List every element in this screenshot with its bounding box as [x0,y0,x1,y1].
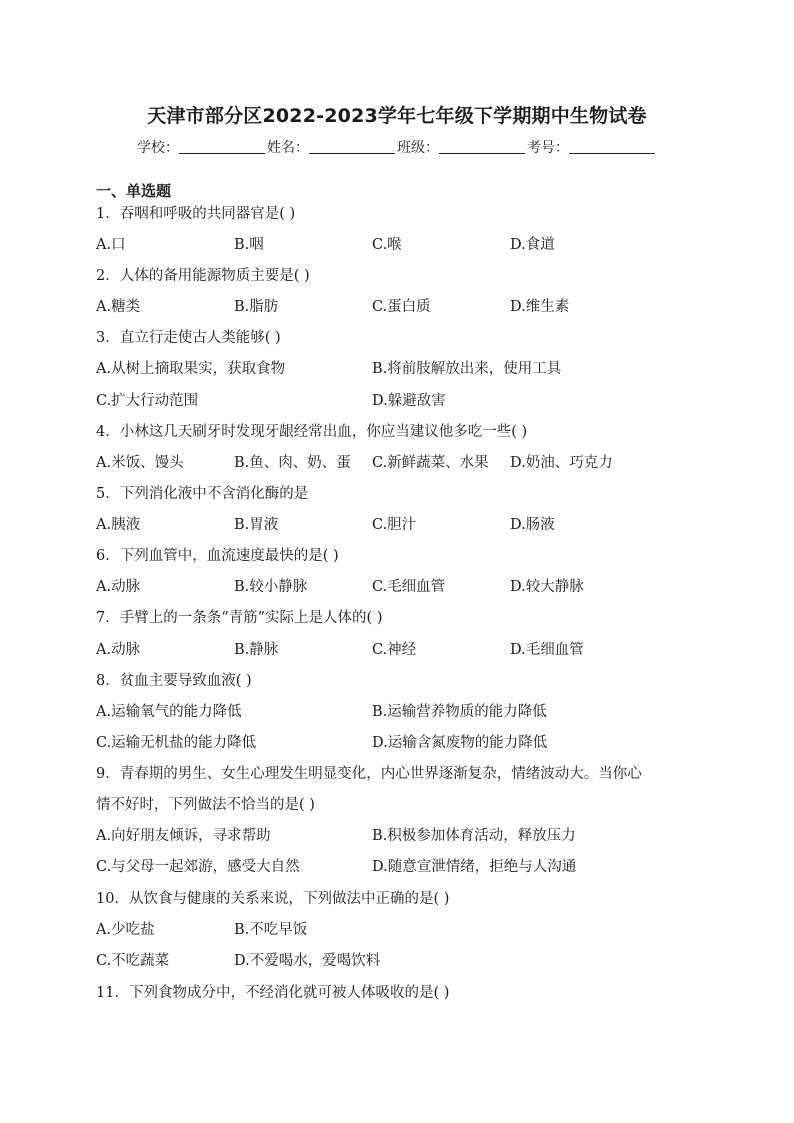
option-d: D.躲避敌害 [372,393,446,409]
option-c: C.扩大行动范围 [96,393,199,409]
name-label: 姓名： [267,140,309,156]
section-heading: 一、单选题 [96,182,172,200]
question-stem: 7．手臂上的一条条“青筋”实际上是人体的( ) [96,610,383,626]
option-d: D.随意宣泄情绪，拒绝与人沟通 [372,859,577,875]
option-a: A.少吃盐 [96,922,155,938]
question-stem: 2．人体的备用能源物质主要是( ) [96,268,310,284]
exam-number-blank[interactable] [569,139,655,154]
option-d: D.运输含氮废物的能力降低 [372,735,548,751]
option-c: C.不吃蔬菜 [96,953,170,969]
option-a: A.糖类 [96,299,141,315]
option-a: A.米饭、馒头 [96,455,184,471]
question-stem: 1．吞咽和呼吸的共同器官是( ) [96,206,296,222]
option-b: B.胃液 [234,517,279,533]
option-d: D.肠液 [510,517,555,533]
option-a: A.胰液 [96,517,141,533]
option-c: C.毛细血管 [372,579,446,595]
student-info-line [0,137,794,157]
option-a: A.从树上摘取果实，获取食物 [96,361,286,377]
question-stem: 9．青春期的男生、女生心理发生明显变化，内心世界逐渐复杂，情绪波动大。当你心 [96,766,642,782]
question-stem-continued: 情不好时，下列做法不恰当的是( ) [96,797,315,813]
question-stem: 3．直立行走使古人类能够( ) [96,330,281,346]
school-blank[interactable] [179,139,265,154]
option-c: C.胆汁 [372,517,417,533]
option-a: A.向好朋友倾诉，寻求帮助 [96,828,271,844]
option-c: C.新鲜蔬菜、水果 [372,455,489,471]
option-d: D.食道 [510,237,555,253]
option-b: B.咽 [234,237,264,253]
option-a: A.运输氧气的能力降低 [96,704,242,720]
option-d: D.不爱喝水，爱喝饮料 [234,953,381,969]
option-a: A.动脉 [96,579,141,595]
name-blank[interactable] [309,139,395,154]
option-d: D.较大静脉 [510,579,584,595]
option-b: B.静脉 [234,642,279,658]
option-b: B.将前肢解放出来，使用工具 [372,361,562,377]
question-stem: 8．贫血主要导致血液( ) [96,673,252,689]
question-stem: 5．下列消化液中不含消化酶的是 [96,486,309,502]
option-b: B.积极参加体育活动，释放压力 [372,828,576,844]
option-d: D.维生素 [510,299,570,315]
question-stem: 4．小林这几天刷牙时发现牙龈经常出血，你应当建议他多吃一些( ) [96,424,528,440]
option-a: A.口 [96,237,126,253]
option-a: A.动脉 [96,642,141,658]
option-c: C.运输无机盐的能力降低 [96,735,257,751]
option-b: B.运输营养物质的能力降低 [372,704,547,720]
option-b: B.不吃早饭 [234,922,308,938]
exam-title: 天津市部分区2022-2023学年七年级下学期期中生物试卷 [147,105,647,127]
option-b: B.鱼、肉、奶、蛋 [234,455,351,471]
question-stem: 6．下列血管中，血流速度最快的是( ) [96,548,339,564]
class-blank[interactable] [439,139,525,154]
option-c: C.蛋白质 [372,299,431,315]
option-b: B.较小静脉 [234,579,308,595]
option-c: C.与父母一起郊游，感受大自然 [96,859,300,875]
exam-number-label: 考号： [527,140,569,156]
option-b: B.脂肪 [234,299,279,315]
school-label: 学校： [137,140,179,156]
question-stem: 11．下列食物成分中，不经消化就可被人体吸收的是( ) [96,985,450,1001]
option-c: C.神经 [372,642,417,658]
question-stem: 10．从饮食与健康的关系来说，下列做法中正确的是( ) [96,891,450,907]
option-d: D.毛细血管 [510,642,584,658]
option-c: C.喉 [372,237,402,253]
class-label: 班级： [397,140,439,156]
option-d: D.奶油、巧克力 [510,455,613,471]
